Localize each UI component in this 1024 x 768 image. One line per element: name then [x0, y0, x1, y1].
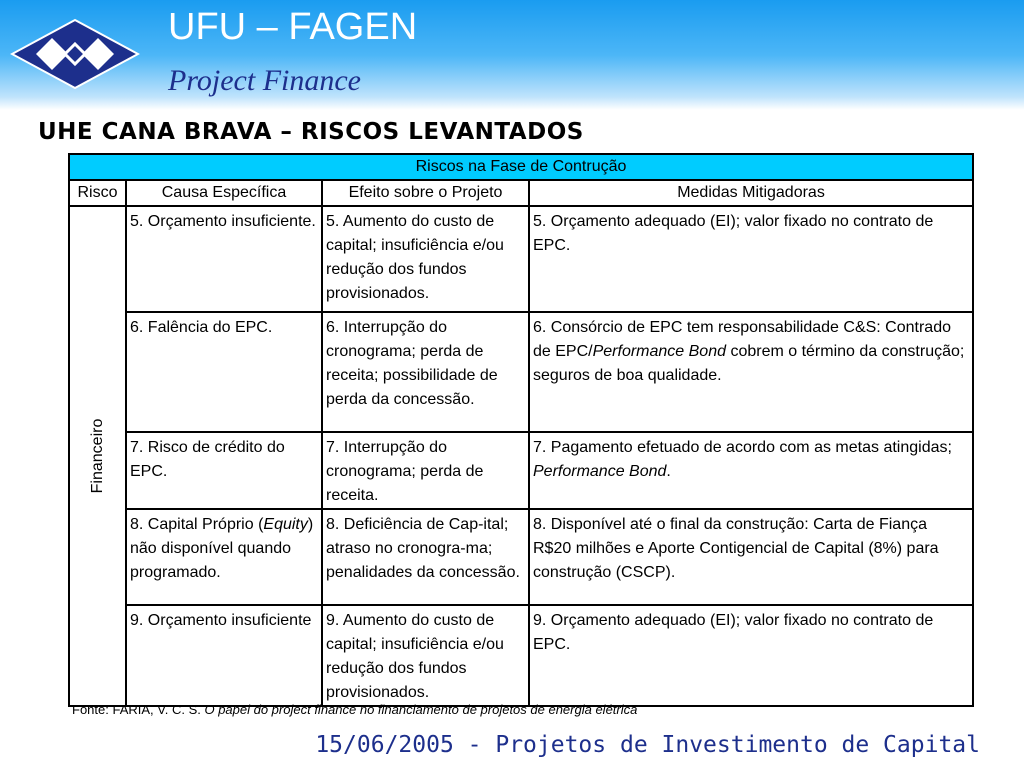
mitigation-cell: 7. Pagamento efetuado de acordo com as metas atingidas; Performance Bond. — [529, 432, 973, 509]
cause-cell: 5. Orçamento insuficiente. — [126, 206, 322, 312]
effect-cell: 7. Interrupção do cronograma; perda de receita. — [322, 432, 529, 509]
phase-header: Riscos na Fase de Contrução — [69, 154, 973, 180]
mitigation-cell: 6. Consórcio de EPC tem responsabilidade C&S: Contrado de EPC/Performance Bond cobrem o término da construção; seguros de boa qualidade. — [529, 312, 973, 432]
effect-cell: 6. Interrupção do cronograma; perda de receita; possibilidade de perda da concessão. — [322, 312, 529, 432]
slide-title: UHE CANA BRAVA – RISCOS LEVANTADOS — [38, 119, 584, 145]
slide-header — [0, 0, 1024, 110]
column-header-cause: Causa Específica — [126, 180, 322, 206]
column-header-risk: Risco — [69, 180, 126, 206]
table-row — [69, 432, 973, 509]
risk-group-label: Financeiro — [88, 418, 106, 494]
table-row — [69, 206, 973, 312]
cause-cell: 8. Capital Próprio (Equity) não disponível quando programado. — [126, 509, 322, 605]
header-subtitle: Project Finance — [168, 64, 361, 97]
column-header-effect: Efeito sobre o Projeto — [322, 180, 529, 206]
header-title: UFU – FAGEN — [168, 6, 418, 48]
mitigation-cell: 9. Orçamento adequado (EI); valor fixado no contrato de EPC. — [529, 605, 973, 706]
slide-footer: 15/06/2005 - Projetos de Investimento de Capital — [315, 732, 980, 758]
mitigation-cell: 5. Orçamento adequado (EI); valor fixado no contrato de EPC. — [529, 206, 973, 312]
table-row — [69, 605, 973, 706]
effect-cell: 8. Deficiência de Cap-ital; atraso no cronogra-ma; penalidades da concessão. — [322, 509, 529, 605]
mitigation-cell: 8. Disponível até o final da construção: Carta de Fiança R$20 milhões e Aporte Contigencial de Capital (8%) para construção (CSCP). — [529, 509, 973, 605]
table-row — [69, 312, 973, 432]
table-row — [69, 509, 973, 605]
cause-cell: 6. Falência do EPC. — [126, 312, 322, 432]
column-header-mitigation: Medidas Mitigadoras — [529, 180, 973, 206]
cause-cell: 7. Risco de crédito do EPC. — [126, 432, 322, 509]
effect-cell: 9. Aumento do custo de capital; insuficiência e/ou redução dos fundos provisionados. — [322, 605, 529, 706]
effect-cell: 5. Aumento do custo de capital; insuficiência e/ou redução dos fundos provisionados. — [322, 206, 529, 312]
ufu-logo-icon — [10, 18, 140, 90]
source-citation: Fonte: FARIA, V. C. S. O papel do project finance no financiamento de projetos de energia elétrica — [72, 702, 638, 717]
cause-cell: 9. Orçamento insuficiente — [126, 605, 322, 706]
risk-table — [68, 153, 974, 707]
risk-group-cell — [69, 206, 126, 706]
